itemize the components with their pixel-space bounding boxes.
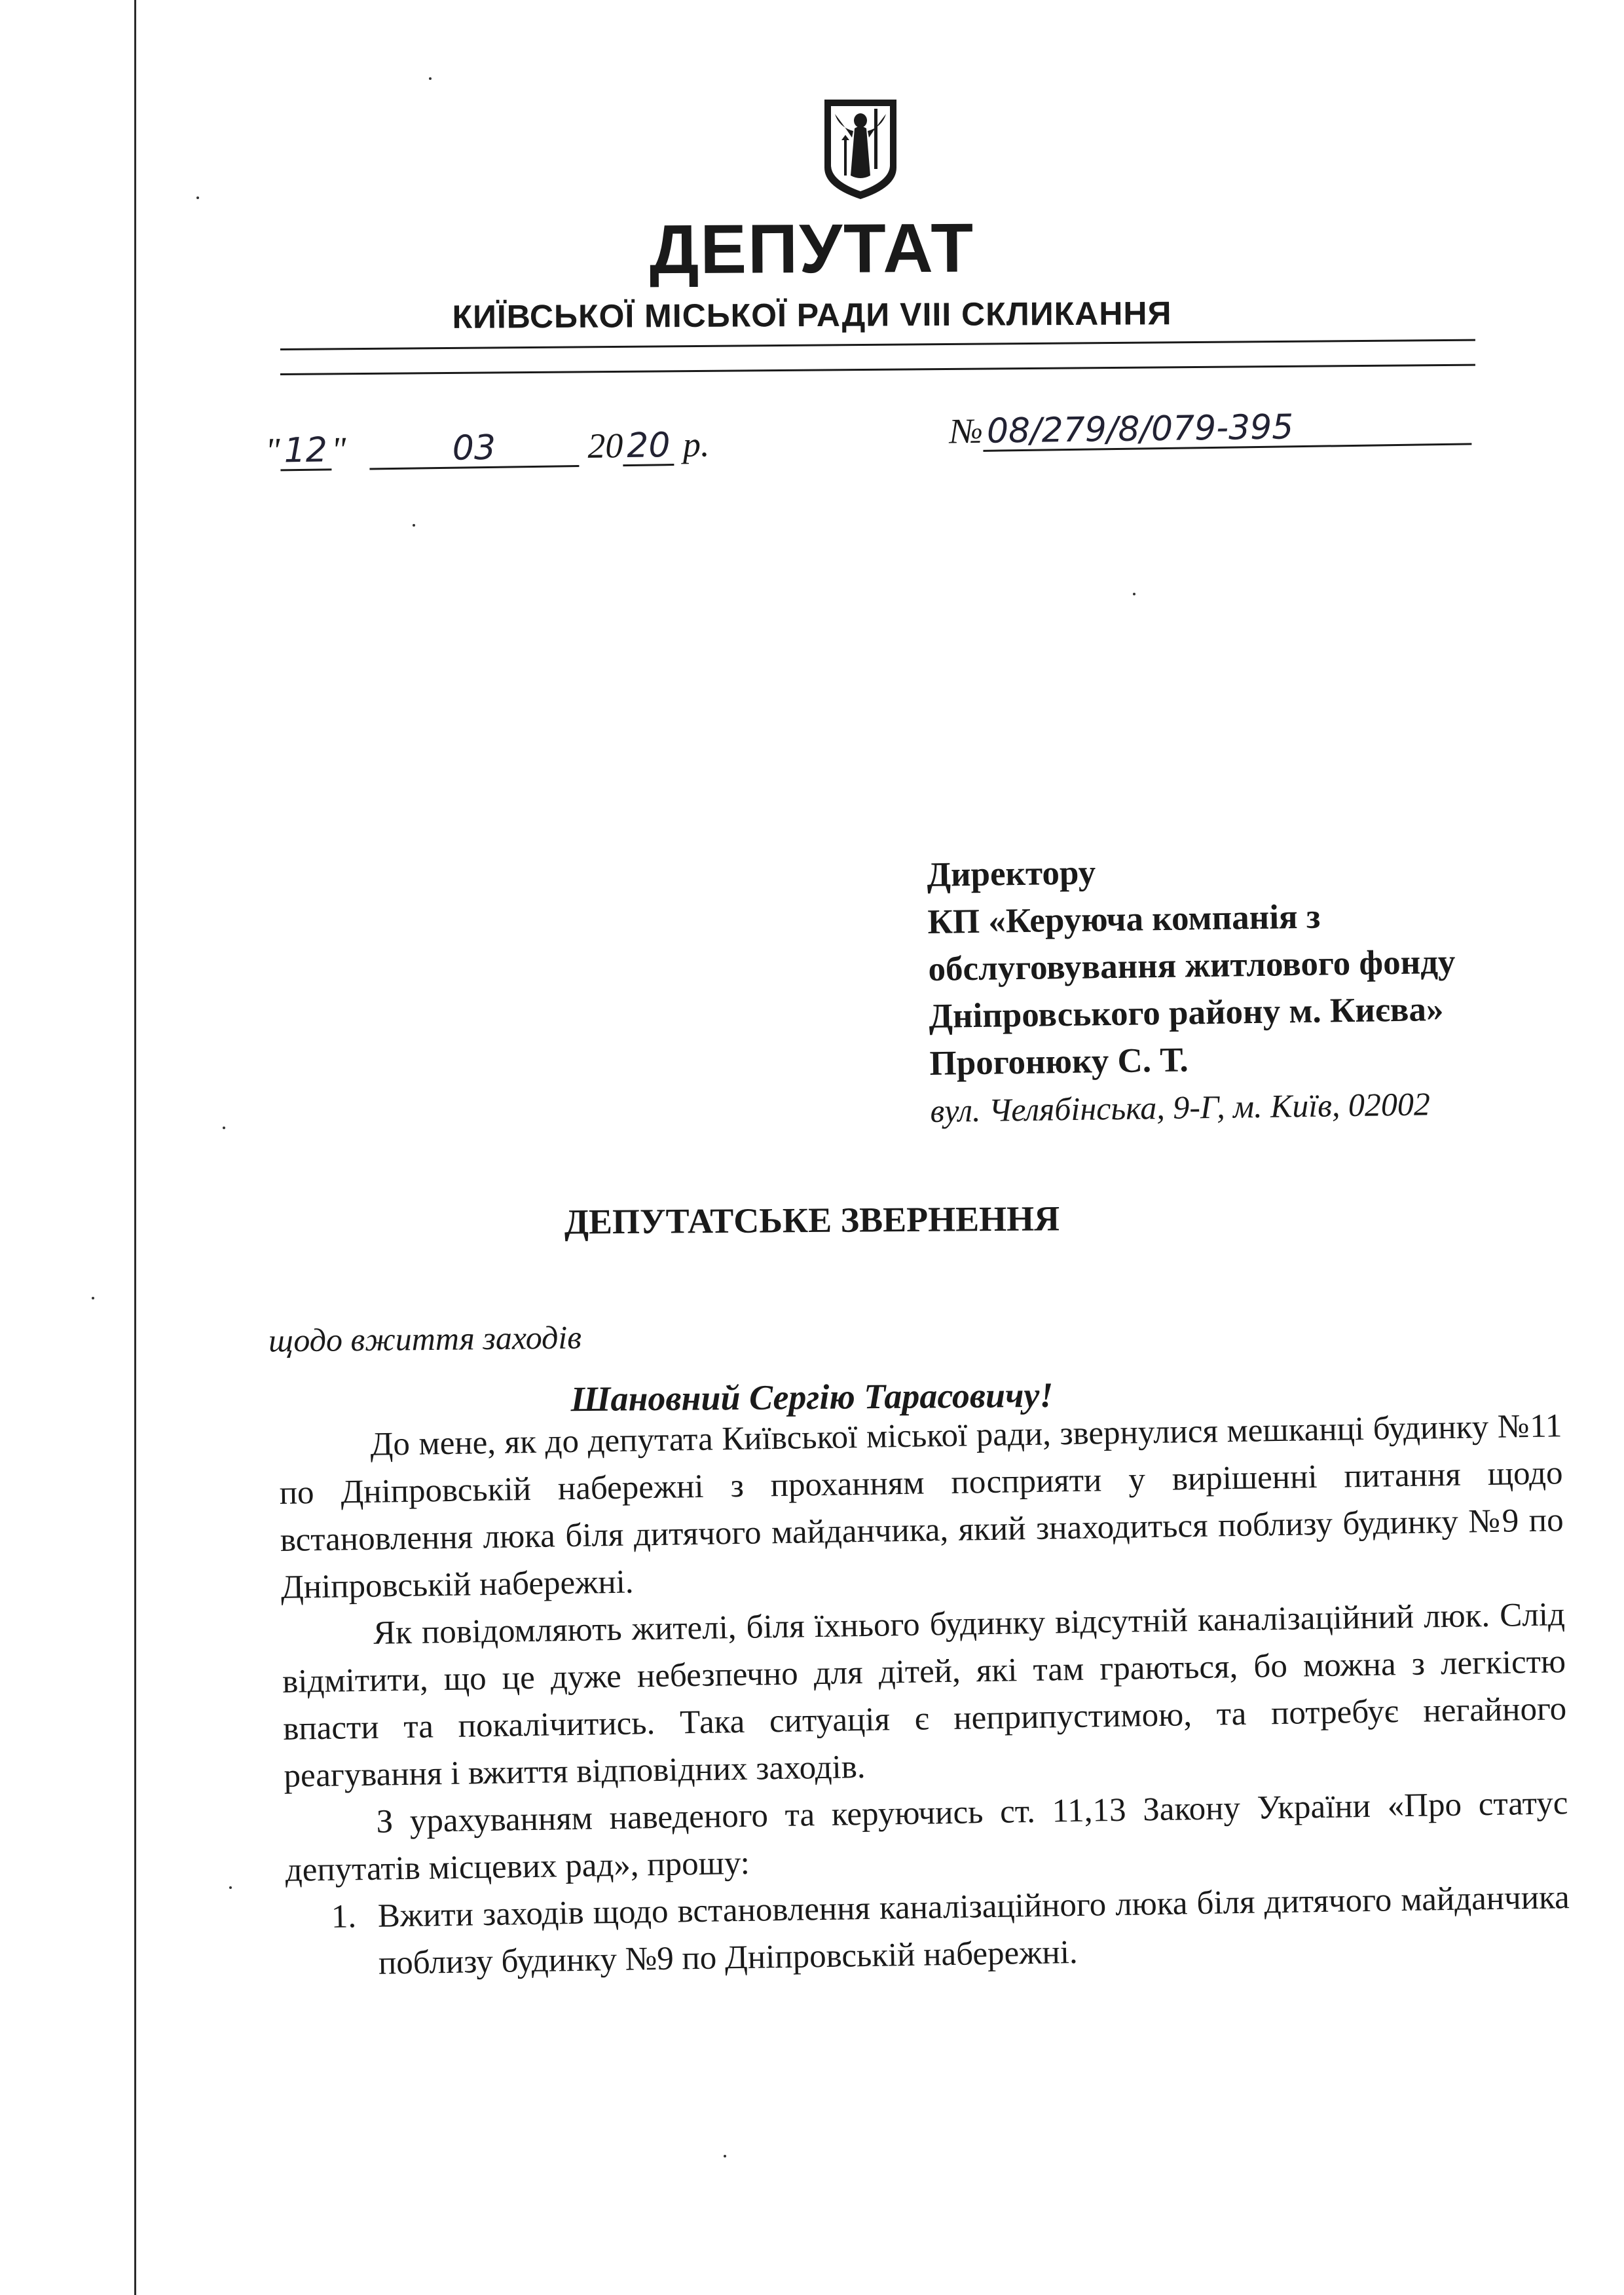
request-item: 1. Вжити заходів щодо встановлення каналізаційного люка біля дитячого майданчика поблизу будинку №9 по Дніпровській набережні. — [364, 1874, 1570, 1987]
date-suffix: р. — [682, 424, 710, 464]
document-title: ДЕПУТАТСЬКЕ ЗВЕРНЕННЯ — [564, 1199, 1060, 1242]
request-list — [286, 1874, 1570, 1988]
recipient-line: Прогонюку С. Т. — [929, 1041, 1189, 1083]
letterhead-title: ДЕПУТАТ — [649, 209, 975, 289]
scan-speck — [92, 1297, 94, 1299]
scan-speck — [1133, 593, 1135, 595]
outgoing-number — [950, 403, 1472, 452]
body-paragraph: Як повідомляють жителі, біля їхнього будинку відсутній каналізаційний люк. Слід відмітити, що це дуже небезпечно для дітей, які там граються, бо можна з легкістю впасти та покалічитись. Така ситуація є неприпустимою, та потребує негайного реагування і вжиття відповідних заходів. — [282, 1596, 1567, 1795]
recipient-address: вул. Челябінська, 9-Г, м. Київ, 02002 — [930, 1085, 1431, 1129]
greeting: Шановний Сергію Тарасовичу! — [570, 1375, 1054, 1419]
recipient-line: КП «Керуюча компанія з — [927, 897, 1321, 941]
date-month: 03 — [369, 429, 580, 470]
date-day: 12 — [280, 432, 331, 471]
scan-speck — [229, 1886, 232, 1889]
letterhead-subtitle: КИЇВСЬКОЇ МІСЬКОЇ РАДИ VIII СКЛИКАННЯ — [452, 295, 1172, 335]
scan-speck — [223, 1127, 225, 1129]
scan-speck — [429, 77, 432, 80]
letterhead-rule-top — [280, 339, 1475, 350]
recipient-block — [927, 843, 1553, 1134]
recipient-line: Дніпровського району м. Києва» — [929, 990, 1444, 1036]
recipient-line: Директору — [927, 853, 1096, 894]
number-value: 08/279/8/079-395 — [983, 407, 1472, 451]
number-prefix: № — [949, 411, 984, 451]
date-year-suffix: 20 — [623, 428, 674, 466]
document-subject: щодо вжиття заходів — [268, 1318, 582, 1359]
letter-body — [278, 1402, 1570, 1988]
body-paragraph: До мене, як до депутата Київської міської ради, звернулися мешканці будинку №11 по Дніпровській набережні з проханням посприяти у вирішенні питання щодо встановлення люка біля дитячого майданчика, який знаходиться поблизу будинку №9 по Дніпровській набережні. — [279, 1408, 1564, 1606]
date-year-prefix: 20 — [587, 426, 623, 466]
letterhead-rule-bottom — [280, 364, 1475, 375]
outgoing-date: "12" 03 2020 р. — [265, 424, 710, 471]
scan-speck — [196, 196, 199, 199]
coat-of-arms-emblem-icon — [822, 97, 899, 202]
body-paragraph: З урахуванням наведеного та керуючись ст. 11,13 Закону України «Про статус депутатів місцевих рад», прошу: — [285, 1785, 1568, 1889]
scan-edge — [134, 0, 136, 2295]
scan-speck — [724, 2155, 726, 2157]
scan-speck — [413, 524, 415, 527]
recipient-line: обслуговування житлового фонду — [928, 942, 1456, 988]
